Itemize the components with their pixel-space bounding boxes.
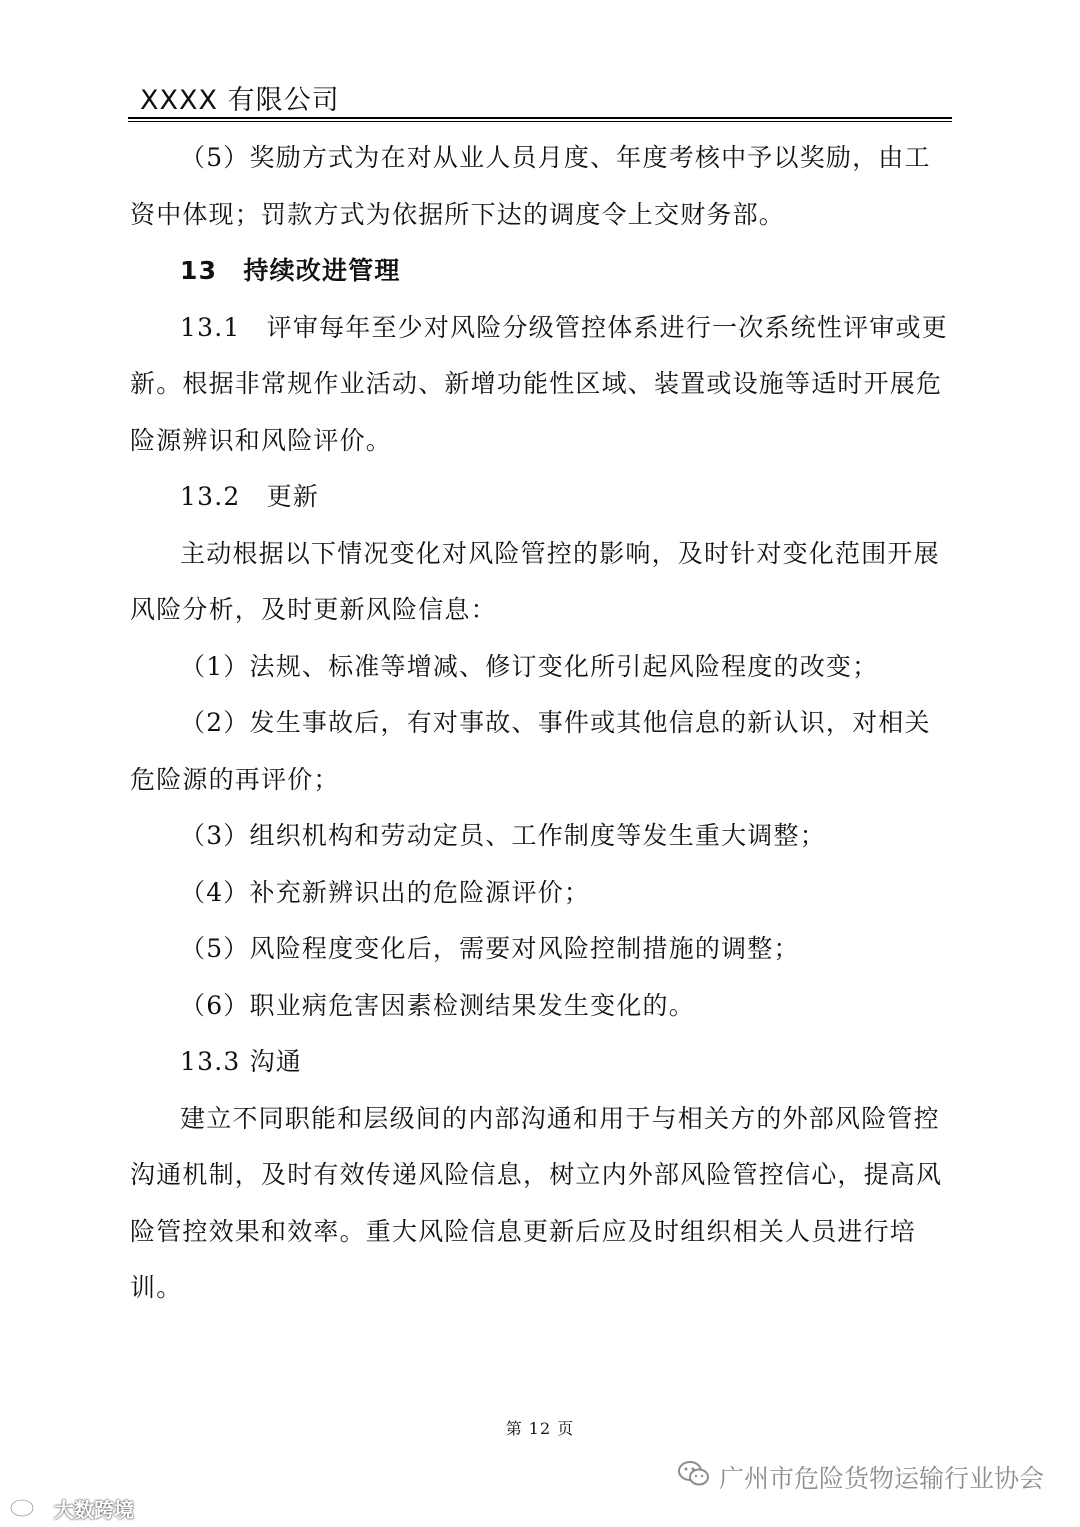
section-heading-13: 13 持续改进管理 [180, 256, 401, 285]
list-item-3: （3）组织机构和劳动定员、工作制度等发生重大调整； [180, 821, 826, 850]
wechat-icon [677, 1460, 711, 1494]
watermark-association [677, 1459, 1044, 1495]
paragraph-update-intro: 主动根据以下情况变化对风险管控的影响，及时针对变化范围开展风险分析，及时更新风险信息： [130, 538, 940, 624]
weibo-icon [8, 1494, 48, 1523]
watermark-brand-text: 大数跨境 [54, 1498, 134, 1522]
list-item-5: （5）风险程度变化后，需要对风险控制措施的调整； [180, 934, 800, 963]
paragraph-communication: 建立不同职能和层级间的内部沟通和用于与相关方的外部风险管控沟通机制，及时有效传递风险信息，树立内外部风险管控信心，提高风险管控效果和效率。重大风险信息更新后应及时组织相关人员进行培训。 [130, 1103, 943, 1302]
paragraph-reward-method: （5）奖励方式为在对从业人员月度、年度考核中予以奖励，由工资中体现；罚款方式为依据所下达的调度令上交财务部。 [130, 143, 931, 229]
subheading-13-2: 13.2 更新 [180, 482, 320, 511]
page-number: 第 12 页 [505, 1419, 575, 1438]
header-rule [128, 117, 952, 122]
paragraph-13-1: 13.1 评审每年至少对风险分级管控体系进行一次系统性评审或更新。根据非常规作业活动、新增功能性区域、装置或设施等适时开展危险源辨识和风险评价。 [130, 312, 948, 455]
document-body [130, 130, 956, 1317]
list-item-2: （2）发生事故后，有对事故、事件或其他信息的新认识，对相关危险源的再评价； [130, 708, 931, 794]
list-item-6: （6）职业病危害因素检测结果发生变化的。 [180, 990, 695, 1020]
watermark-association-text: 广州市危险货物运输行业协会 [718, 1464, 1044, 1493]
list-item-1: （1）法规、标准等增减、修订变化所引起风险程度的改变； [180, 651, 879, 681]
subheading-13-3: 13.3 沟通 [180, 1047, 303, 1076]
list-item-4: （4）补充新辨识出的危险源评价； [180, 877, 591, 907]
header-company: XXXX 有限公司 [140, 85, 340, 116]
watermark-brand [8, 1494, 134, 1523]
